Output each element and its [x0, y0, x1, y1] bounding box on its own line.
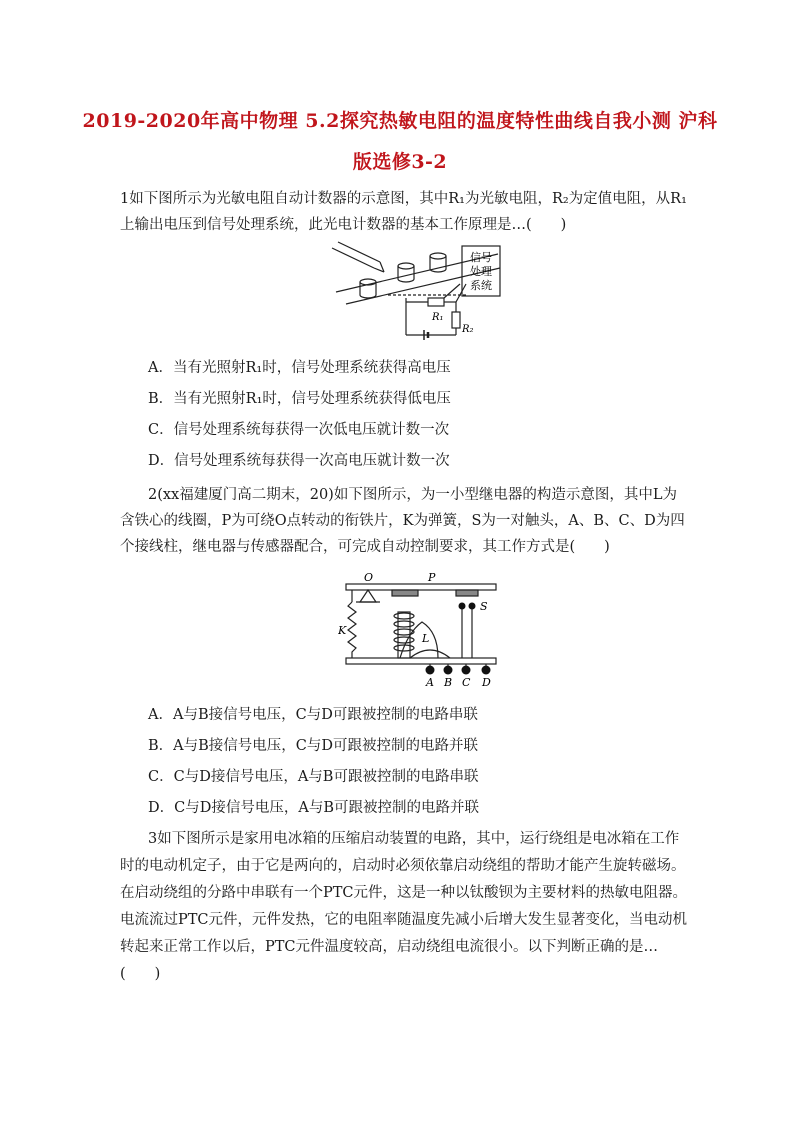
label-c: C	[462, 676, 471, 689]
r2-label: R₂	[462, 324, 474, 335]
contact-s-1	[459, 603, 466, 610]
label-a: A	[426, 676, 434, 689]
light-source-body	[332, 248, 374, 268]
coil-l	[394, 613, 414, 619]
object-cylinder-3	[430, 253, 446, 259]
q2-option-b: B．A与B接信号电压，C与D可跟被控制的电路并联	[148, 738, 479, 754]
label-d: D	[482, 676, 491, 689]
relay-figure	[338, 572, 502, 690]
label-b: B	[444, 676, 453, 689]
terminal-c	[462, 666, 471, 675]
fixed-resistor-r2	[452, 312, 460, 328]
terminal-a	[426, 666, 435, 675]
signal-box-label-3: 系统	[470, 279, 492, 292]
question-3-text: 3如下图所示是家用电冰箱的压缩启动装置的电路，其中，运行绕组是电冰箱在工作时的电动机定子，由于它是两向的，启动时必须依靠启动绕组的帮助才能产生旋转磁场。在启动绕组的分路中串联有一个PTC元件，这是一种以钛酸钡为主要材料的热敏电阻器。电流流过PTC元件，元件发热，它的电阻率随温度先减小后增大发生显著变化，当电动机转起来正常工作以后，PTC元件温度较高，启动绕组电流很小。以下判断正确的是…( )	[120, 831, 688, 982]
q2-option-d: D．C与D接信号电压，A与B可跟被控制的电路并联	[148, 800, 479, 816]
label-k: K	[338, 624, 347, 637]
contact-s-2	[469, 603, 476, 610]
signal-box-label-2: 处理	[470, 265, 492, 278]
document-title-line-2: 版选修3-2	[352, 151, 448, 173]
q1-option-c: C．信号处理系统每获得一次低电压就计数一次	[148, 422, 450, 438]
question-1-text: 1如下图所示为光敏电阻自动计数器的示意图，其中R₁为光敏电阻，R₂为定值电阻，从R₁上输出电压到信号处理系统，此光电计数器的基本工作原理是…( )	[120, 191, 687, 233]
armature-plate-p	[346, 584, 496, 590]
label-l: L	[422, 632, 430, 645]
pivot-o	[360, 590, 376, 602]
object-cylinder-2	[398, 263, 414, 269]
document-title-line-1: 2019-2020年高中物理 5.2探究热敏电阻的温度特性曲线自我小测 沪科	[82, 110, 718, 132]
q1-option-d: D．信号处理系统每获得一次高电压就计数一次	[148, 453, 450, 469]
label-p: P	[428, 572, 436, 584]
label-o: O	[364, 572, 374, 584]
photoresistor-counter-figure	[328, 240, 502, 342]
q2-option-a: A．A与B接信号电压，C与D可跟被控制的电路串联	[148, 707, 478, 723]
photoresistor-r1	[428, 298, 444, 306]
q1-option-b: B．当有光照射R₁时，信号处理系统获得低电压	[148, 391, 451, 407]
terminal-d	[482, 666, 491, 675]
relay-base	[346, 658, 496, 664]
r1-label: R₁	[432, 312, 444, 323]
terminal-b	[444, 666, 453, 675]
q1-option-a: A．当有光照射R₁时，信号处理系统获得高电压	[148, 360, 451, 376]
question-2-text: 2(xx福建厦门高二期末，20)如下图所示，为一小型继电器的构造示意图，其中L为含铁心的线圈，P为可绕O点转动的衔铁片，K为弹簧，S为一对触头，A、B、C、D为四个接线柱，继电器与传感器配合，可完成自动控制要求，其工作方式是( )	[120, 487, 685, 555]
spring-k	[348, 602, 356, 658]
q2-option-c: C．C与D接信号电压，A与B可跟被控制的电路串联	[148, 769, 479, 785]
signal-box-label-1: 信号	[470, 251, 492, 264]
label-s: S	[480, 600, 488, 613]
